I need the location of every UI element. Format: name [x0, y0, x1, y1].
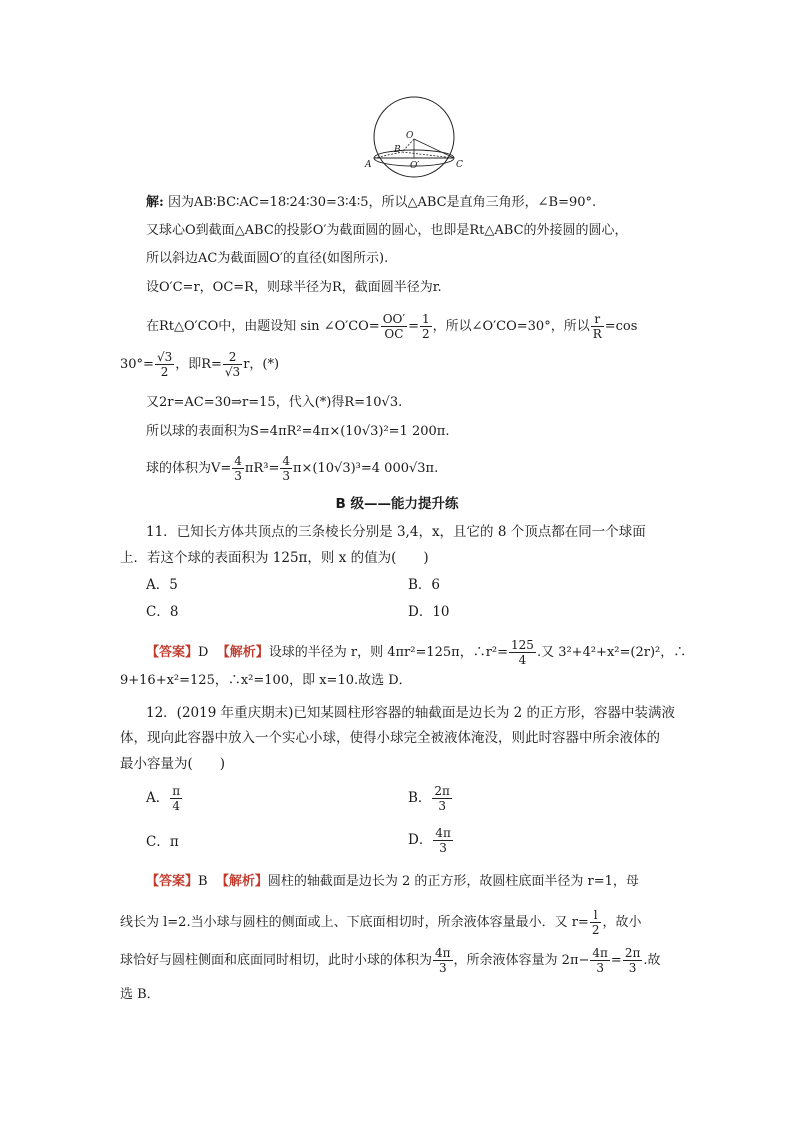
frac-num: √3	[156, 350, 173, 364]
q11-line-2: 上．若这个球的表面积为 125π，则 x 的值为( )	[120, 550, 429, 566]
solution-line-3: 所以斜边AC为截面圆O′的直径(如图所示).	[146, 251, 389, 266]
frac-den: R	[592, 327, 602, 341]
frac-num: 2π	[624, 946, 641, 960]
frac-den: 3	[438, 799, 446, 813]
solution-line-6	[120, 350, 680, 379]
frac-den: √3	[224, 365, 241, 379]
q12-analysis-tag: 【解析】	[215, 874, 268, 889]
frac-den: 2	[591, 923, 600, 937]
frac-num: 4π	[592, 946, 608, 960]
fraction-2pi-over-3-b	[623, 946, 643, 975]
q11-analysis-line-1	[146, 638, 706, 667]
q12-option-d-label: D．	[408, 832, 433, 848]
q11-analysis-text-1b: .又 3²+4²+x²=(2r)²，∴	[536, 645, 687, 660]
q12-line-3: 最小容量为( )	[120, 756, 226, 772]
q12-option-a-label: A．	[146, 790, 170, 806]
fraction-r-over-R	[591, 312, 604, 341]
fraction-125-over-4	[509, 638, 536, 667]
frac-num: 1	[422, 312, 430, 326]
frac-num: 125	[511, 638, 534, 652]
fraction-4-over-3-b	[280, 454, 292, 483]
q11-analysis-tag: 【解析】	[216, 645, 269, 660]
fraction-4pi-over-3	[433, 826, 453, 855]
solution-text-6a: 30°=	[120, 357, 154, 372]
frac-den: 4	[518, 653, 527, 667]
q12-answer-tag: 【答案】	[146, 874, 199, 889]
q11-answer: D	[198, 645, 209, 660]
q12-option-c: C．π	[146, 834, 179, 850]
q11-option-d: D．10	[408, 604, 450, 620]
q11-option-b: B．6	[408, 577, 441, 593]
frac-den: 2	[422, 327, 430, 341]
sphere-figure	[360, 95, 470, 180]
solution-line-8: 所以球的表面积为S=4πR²=4π×(10√3)²=1 200π.	[146, 424, 450, 439]
frac-den: 3	[439, 841, 447, 855]
frac-num: 2	[223, 350, 242, 365]
fraction-4pi-over-3-b	[590, 946, 610, 975]
frac-num: 2π	[434, 784, 450, 798]
section-level-letter: B	[335, 496, 346, 512]
q12-analysis-text-3d: .故	[643, 953, 661, 968]
solution-line-5	[146, 312, 706, 341]
q12-analysis-text-2b: ，故小	[602, 915, 642, 930]
segment-OC	[414, 139, 454, 158]
frac-num: π	[172, 784, 181, 798]
q12-analysis-text-3b: ，所余液体容量为 2π−	[453, 953, 590, 968]
solution-text-9a: 球的体积为V=	[146, 461, 232, 476]
solution-text-5c: ，所以∠O′CO=30°，所以	[432, 319, 590, 334]
fraction-2pi-over-3	[432, 784, 452, 813]
fraction-one-half	[420, 312, 432, 341]
frac-den: 2	[160, 365, 169, 379]
q12-analysis-line-4: 选 B．	[120, 987, 160, 1002]
fraction-l-over-2	[590, 908, 602, 937]
fraction-2-over-sqrt3	[223, 350, 242, 379]
q12-analysis-line-1	[146, 872, 706, 892]
solution-text-1: 因为AB∶BC∶AC=18∶24∶30=3∶4∶5，所以△ABC是直角三角形，∠B=90°.	[167, 195, 597, 210]
q11-option-a: A．5	[146, 577, 178, 593]
solution-prefix: 解:	[146, 195, 164, 210]
solution-text-5a: 在Rt△O′CO中，由题设知 sin ∠O′CO=	[146, 319, 380, 334]
q12-analysis-line-2	[120, 908, 680, 937]
fraction-OO-over-OC	[381, 312, 407, 341]
frac-num: r	[591, 312, 604, 327]
label-A: A	[365, 160, 372, 170]
q11-line-1: 11．已知长方体共顶点的三条棱长分别是 3,4，x，且它的 8 个顶点都在同一个球面	[146, 524, 646, 540]
q11-answer-tag: 【答案】	[146, 645, 199, 660]
frac-den: OC	[384, 327, 404, 341]
q12-analysis-text-1: 圆柱的轴截面是边长为 2 的正方形，故圆柱底面半径为 r=1，母	[267, 874, 639, 889]
label-O: O	[406, 131, 414, 141]
label-B: B	[394, 145, 401, 155]
solution-line-1	[146, 193, 706, 213]
q12-analysis-text-3a: 球恰好与圆柱侧面和底面同时相切，此时小球的体积为	[120, 953, 433, 968]
frac-num: 4	[282, 454, 290, 468]
frac-den: 4	[172, 799, 181, 813]
fraction-4pi-over-3-a	[433, 946, 453, 975]
q12-answer: B	[198, 874, 208, 889]
q12-option-a	[146, 784, 183, 813]
q11-option-c: C．8	[146, 604, 179, 620]
q12-line-1: 12．(2019 年重庆期末)已知某圆柱形容器的轴截面是边长为 2 的正方形，容器中装满液	[146, 705, 676, 721]
q12-option-b	[408, 784, 453, 813]
frac-num: l	[590, 908, 602, 923]
frac-num: 4π	[435, 946, 451, 960]
solution-line-7: 又2r=AC=30⇒r=15，代入(*)得R=10√3.	[146, 395, 403, 410]
solution-text-5d: =cos	[604, 319, 638, 334]
q12-analysis-text-2a: 线长为 l=2.当小球与圆柱的侧面或上、下底面相切时，所余液体容量最小．又 r=	[120, 915, 589, 930]
fraction-4-over-3	[232, 454, 244, 483]
solution-text-6c: r，(*)	[243, 357, 280, 372]
q11-analysis-line-2: 9+16+x²=125，∴x²=100，即 x=10.故选 D．	[120, 673, 412, 688]
solution-text-5b: =	[408, 319, 420, 334]
solution-line-2: 又球心O到截面△ABC的投影O′为截面圆的圆心，也即是Rt△ABC的外接圆的圆心，	[146, 223, 628, 238]
label-O-prime: O′	[410, 161, 420, 171]
section-title	[0, 492, 794, 512]
frac-den: 3	[628, 961, 637, 975]
frac-den: 3	[438, 961, 447, 975]
label-C: C	[456, 160, 463, 170]
section-title-text: 级——能力提升练	[345, 496, 459, 512]
frac-num: 4π	[435, 826, 451, 840]
q12-option-d	[408, 826, 454, 855]
solution-text-9c: π×(10√3)³=4 000√3π.	[293, 461, 439, 476]
solution-text-6b: ，即R=	[175, 357, 222, 372]
solution-line-9	[146, 454, 706, 483]
frac-den: 3	[282, 469, 290, 483]
solution-text-9b: πR³=	[244, 461, 280, 476]
q11-analysis-text-1a: 设球的半径为 r，则 4πr²=125π，∴r²=	[268, 645, 509, 660]
q12-analysis-text-3c: =	[610, 953, 622, 968]
frac-num: OO′	[382, 312, 406, 326]
q12-line-2: 体，现向此容器中放入一个实心小球，使得小球完全被液体淹没，则此时容器中所余液体的	[120, 730, 660, 746]
q12-option-b-label: B．	[408, 790, 432, 806]
q12-analysis-line-3	[120, 946, 680, 975]
solution-line-4: 设O′C=r，OC=R，则球半径为R，截面圆半径为r.	[146, 280, 442, 295]
frac-num: 4	[234, 454, 242, 468]
fraction-sqrt3-over-2	[155, 350, 174, 379]
fraction-pi-over-4	[170, 784, 182, 813]
frac-den: 3	[596, 961, 604, 975]
frac-den: 3	[234, 469, 242, 483]
